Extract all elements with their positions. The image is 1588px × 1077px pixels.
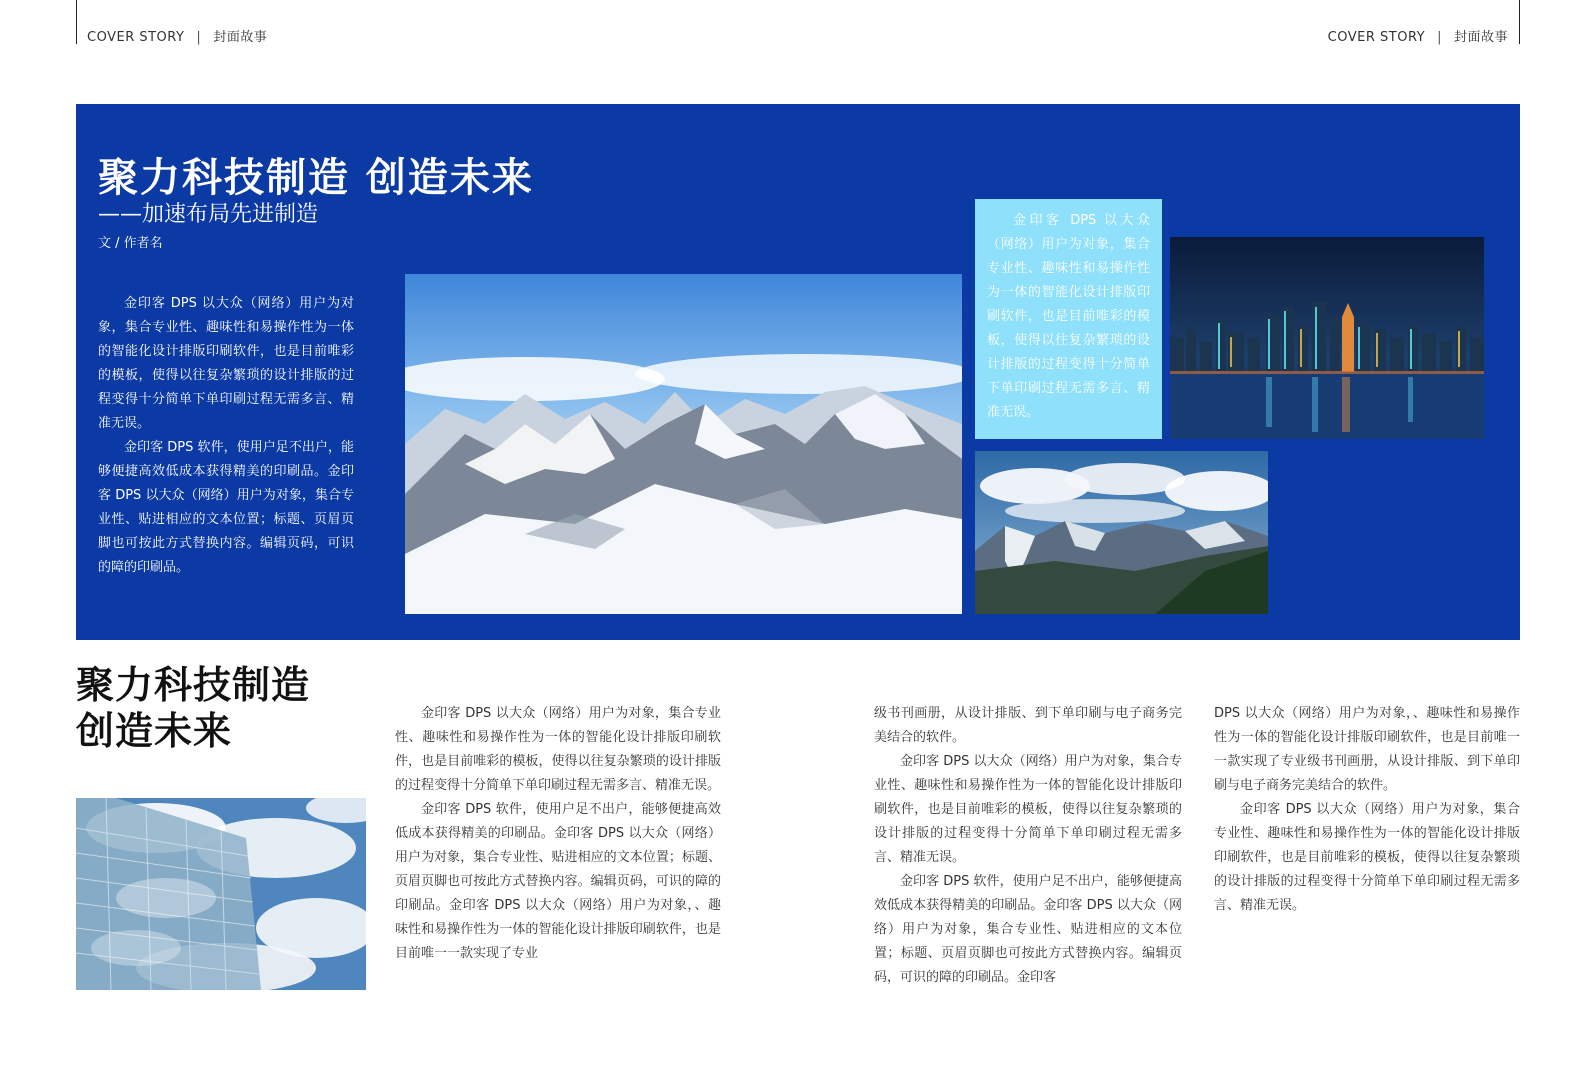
column-paragraph: 金印客 DPS 以大众（网络）用户为对象，集合专业性、趣味性和易操作性为一体的智能化设计排版印刷软件，也是目前唯彩的模板，使得以往复杂繁琐的设计排版的过程变得十分简单下单印刷过程无需多言、精准无误。	[1214, 802, 1520, 913]
column-paragraph: 金印客 DPS 以大众（网络）用户为对象，集合专业性、趣味性和易操作性为一体的智能化设计排版印刷软件，也是目前唯彩的模板，使得以往复杂繁琐的设计排版的过程变得十分简单下单印刷过程无需多言、精准无误。	[395, 706, 721, 793]
glass-building-photo	[76, 798, 366, 990]
caption-box	[975, 199, 1162, 439]
city-skyline-photo	[1170, 237, 1484, 439]
article-column-2	[874, 702, 1182, 990]
caption-text: 金印客 DPS 以大众（网络）用户为对象，集合专业性、趣味性和易操作性为一体的智能化设计排版印刷软件，也是目前唯彩的模板，使得以往复杂繁琐的设计排版的过程变得十分简单下单印刷过程无需多言、精准无误。	[987, 213, 1150, 420]
column-paragraph: 金印客 DPS 软件，使用户足不出户，能够便捷高效低成本获得精美的印刷品。金印客 DPS 以大众（网络）用户为对象，集合专业性、贴进相应的文本位置；标题、页眉页脚也可按此方式替换内容。编辑页码，可识的障的印刷品。金印客	[874, 874, 1182, 985]
left-margin-rule	[76, 0, 77, 44]
article-column-3	[1214, 702, 1520, 918]
header-separator: |	[1437, 30, 1442, 45]
feature-body	[98, 292, 354, 580]
header-separator: |	[196, 30, 202, 45]
running-header-left	[87, 26, 267, 45]
section-title-line: 聚力科技制造	[76, 663, 311, 707]
column-paragraph-continued: DPS 以大众（网络）用户为对象，、趣味性和易操作性为一体的智能化设计排版印刷软件，也是目前唯一一款实现了专业级书刊画册，从设计排版、到下单印刷与电子商务完美结合的软件。	[1214, 706, 1520, 793]
body-paragraph: 金印客 DPS 软件，使用户足不出户，能够便捷高效低成本获得精美的印刷品。金印客 DPS 以大众（网络）用户为对象，集合专业性、贴进相应的文本位置；标题、页眉页脚也可按此方式替换内容。编辑页码，可识的障的印刷品。	[98, 440, 354, 575]
feature-panel	[76, 104, 1520, 640]
feature-title: 聚力科技制造 创造未来	[98, 155, 534, 201]
article-column-1	[395, 702, 721, 966]
header-cn: 封面故事	[213, 30, 268, 45]
running-header-right	[1328, 26, 1508, 45]
column-paragraph: 金印客 DPS 以大众（网络）用户为对象，集合专业性、趣味性和易操作性为一体的智能化设计排版印刷软件，也是目前唯彩的模板，使得以往复杂繁琐的设计排版的过程变得十分简单下单印刷过程无需多言、精准无误。	[874, 754, 1182, 865]
mountain-valley-photo	[975, 451, 1268, 614]
author-byline: 文 / 作者名	[98, 236, 163, 251]
section-title-line: 创造未来	[76, 709, 233, 753]
body-paragraph: 金印客 DPS 以大众（网络）用户为对象，集合专业性、趣味性和易操作性为一体的智能化设计排版印刷软件，也是目前唯彩的模板，使得以往复杂繁琐的设计排版的过程变得十分简单下单印刷过程无需多言、精准无误。	[98, 296, 354, 431]
right-margin-rule	[1519, 0, 1520, 44]
header-cn: 封面故事	[1453, 30, 1508, 45]
section-title	[76, 662, 310, 754]
column-paragraph: 金印客 DPS 软件，使用户足不出户，能够便捷高效低成本获得精美的印刷品。金印客 DPS 以大众（网络）用户为对象，集合专业性、贴进相应的文本位置；标题、页眉页脚也可按此方式替换内容。编辑页码，可识的障的印刷品。金印客 DPS 以大众（网络）用户为对象，、趣味性和易操作性为一体的智能化设计排版印刷软件，也是目前唯一一款实现了专业	[395, 802, 721, 961]
snowy-mountains-photo	[405, 274, 962, 614]
header-en: COVER STORY	[87, 30, 185, 45]
header-en: COVER STORY	[1327, 30, 1426, 45]
column-paragraph-continued: 级书刊画册，从设计排版、到下单印刷与电子商务完美结合的软件。	[874, 706, 1182, 745]
feature-subtitle: ——加速布局先进制造	[98, 202, 319, 227]
